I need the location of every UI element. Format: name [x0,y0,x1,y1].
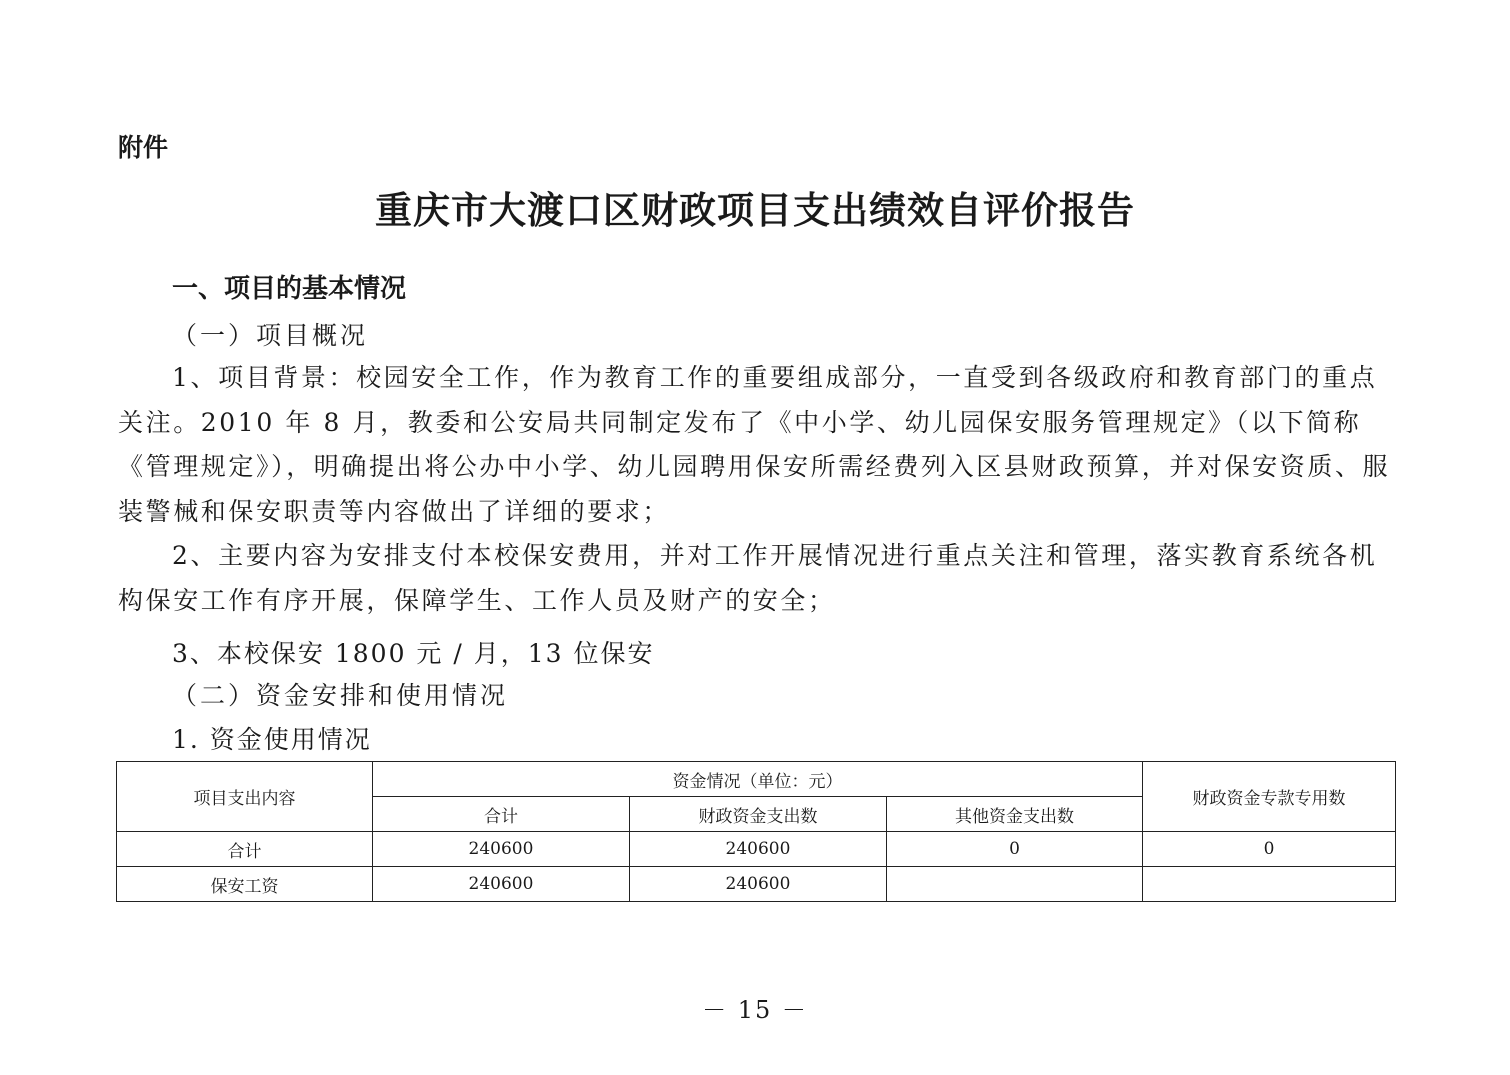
document-title: 重庆市大渡口区财政项目支出绩效自评价报告 [375,188,1135,232]
cell-name: 保安工资 [117,867,373,902]
header-other: 其他资金支出数 [887,797,1143,832]
paragraph-main-content: 2、主要内容为安排支付本校保安费用，并对工作开展情况进行重点关注和管理，落实教育系统各机构保安工作有序开展，保障学生、工作人员及财产的安全； [118,541,1378,615]
cell-fiscal: 240600 [630,867,887,902]
subsection-heading-overview: （一）项目概况 [172,321,369,350]
cell-other: 0 [887,832,1143,867]
cell-name: 合计 [117,832,373,867]
header-fiscal: 财政资金支出数 [630,797,887,832]
paragraph-background: 1、项目背景：校园安全工作，作为教育工作的重要组成部分，一直受到各级政府和教育部门的重点关注。2010 年 8 月，教委和公安局共同制定发布了《中小学、幼儿园保安服务管理规定》（以下简称《管理规定》），明确提出将公办中小学、幼儿园聘用保安所需经费列入区县财政预算，并对保安资质、服装警械和保安职责等内容做出了详细的要求； [118,363,1391,526]
cell-special: 0 [1143,832,1396,867]
funds-usage-label: 1. 资金使用情况 [172,725,372,754]
table-row [117,832,1396,867]
funds-table [116,761,1396,902]
cell-fiscal: 240600 [630,832,887,867]
header-special: 财政资金专款专用数 [1143,762,1396,832]
header-funds-group: 资金情况（单位：元） [373,762,1143,797]
cell-other [887,867,1143,902]
cell-total: 240600 [373,832,630,867]
header-item: 项目支出内容 [117,762,373,832]
page-number: － 15 － [702,996,808,1024]
header-total: 合计 [373,797,630,832]
attachment-label: 附件 [118,133,169,162]
table-row [117,867,1396,902]
section-heading-basic-info: 一、项目的基本情况 [172,274,407,304]
cell-special [1143,867,1396,902]
paragraph-guard-count: 3、本校保安 1800 元 / 月，13 位保安 [172,639,655,668]
cell-total: 240600 [373,867,630,902]
subsection-heading-funds: （二）资金安排和使用情况 [172,681,509,710]
